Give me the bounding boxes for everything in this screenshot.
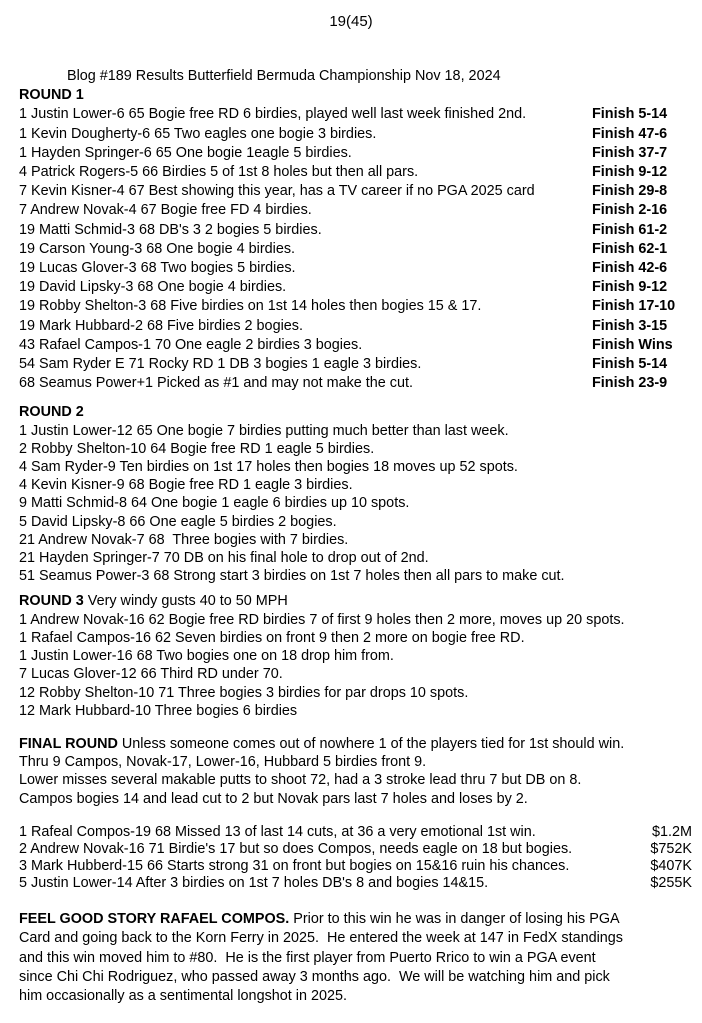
- finish-label: Finish Wins: [592, 336, 673, 353]
- section-round-3: [19, 592, 692, 719]
- paragraph-line: [19, 771, 692, 789]
- result-row: [19, 163, 692, 182]
- section-feel-good-story: [19, 910, 692, 1007]
- section-round-2: [19, 403, 692, 585]
- result-text: 21 Hayden Springer-7 70 DB on his final hole to drop out of 2nd.: [19, 550, 429, 567]
- result-text: 51 Seamus Power-3 68 Strong start 3 birdies on 1st 7 holes then all pars to make cut.: [19, 568, 565, 585]
- standings-text: 5 Justin Lower-14 After 3 birdies on 1st 7 holes DB's 8 and bogies 14&15.: [19, 874, 489, 891]
- result-row: [19, 440, 692, 458]
- result-row: [19, 629, 692, 647]
- final-round-lines: [19, 753, 692, 808]
- prize-money: $407K: [650, 857, 692, 874]
- result-row: [19, 201, 692, 220]
- result-row: [19, 221, 692, 240]
- result-text: 1 Kevin Dougherty-6 65 Two eagles one bogie 3 birdies.: [19, 125, 377, 142]
- result-row: [19, 422, 692, 440]
- prize-money: $752K: [650, 840, 692, 857]
- feel-good-heading: FEEL GOOD STORY RAFAEL COMPOS.: [19, 910, 290, 927]
- result-row: [19, 494, 692, 512]
- document-content: [19, 67, 692, 1007]
- page-number: 19(45): [329, 13, 373, 30]
- standings-row: [19, 841, 692, 858]
- round-2-rows: [19, 422, 692, 586]
- finish-label: Finish 9-12: [592, 164, 668, 181]
- result-text: 9 Matti Schmid-8 64 One bogie 1 eagle 6 birdies up 10 spots.: [19, 495, 410, 512]
- finish-label: Finish 9-12: [592, 279, 668, 296]
- finish-label: Finish 47-6: [592, 125, 668, 142]
- result-text: 4 Patrick Rogers-5 66 Birdies 5 of 1st 8 holes but then all pars.: [19, 164, 419, 181]
- paragraph-line: [19, 949, 692, 968]
- final-round-heading-line: [19, 735, 692, 753]
- paragraph-line: [19, 753, 692, 771]
- finish-label: Finish 17-10: [592, 298, 676, 315]
- result-row: [19, 278, 692, 297]
- paragraph-line: [19, 790, 692, 808]
- finish-label: Finish 42-6: [592, 260, 668, 277]
- paragraph-text: him occasionally as a sentimental longshot in 2025.: [19, 988, 347, 1005]
- paragraph-text: Campos bogies 14 and lead cut to 2 but Novak pars last 7 holes and loses by 2.: [19, 790, 528, 807]
- result-row: [19, 182, 692, 201]
- result-row: [19, 144, 692, 163]
- finish-label: Finish 37-7: [592, 144, 668, 161]
- result-row: [19, 549, 692, 567]
- final-standings-rows: [19, 824, 692, 892]
- section-final-round: [19, 735, 692, 808]
- result-text: 54 Sam Ryder E 71 Rocky RD 1 DB 3 bogies 1 eagle 3 birdies.: [19, 356, 422, 373]
- prize-money: $1.2M: [652, 823, 692, 840]
- round-3-heading: ROUND 3: [19, 593, 84, 610]
- result-row: [19, 513, 692, 531]
- result-text: 19 Matti Schmid-3 68 DB's 3 2 bogies 5 birdies.: [19, 221, 322, 238]
- result-text: 21 Andrew Novak-7 68 Three bogies with 7 birdies.: [19, 531, 349, 548]
- finish-label: Finish 29-8: [592, 183, 668, 200]
- result-text: 12 Mark Hubbard-10 Three bogies 6 birdies: [19, 702, 298, 719]
- result-row: [19, 336, 692, 355]
- result-text: 1 Andrew Novak-16 62 Bogie free RD birdies 7 of first 9 holes then 2 more, moves up 20 spots.: [19, 611, 625, 628]
- result-text: 19 Carson Young-3 68 One bogie 4 birdies.: [19, 240, 296, 257]
- result-row: [19, 684, 692, 702]
- doc-title: Blog #189 Results Butterfield Bermuda Championship Nov 18, 2024: [67, 68, 501, 84]
- result-row: [19, 476, 692, 494]
- standings-text: 3 Mark Hubberd-15 66 Starts strong 31 on front but bogies on 15&16 ruin his chances.: [19, 857, 570, 874]
- round-3-rows: [19, 611, 692, 720]
- paragraph-text: since Chi Chi Rodriguez, who passed away 3 months ago. We will be watching him and pick: [19, 968, 610, 985]
- result-text: 1 Justin Lower-16 68 Two bogies one on 18 drop him from.: [19, 648, 394, 665]
- result-row: [19, 531, 692, 549]
- round-3-heading-note: Very windy gusts 40 to 50 MPH: [87, 593, 288, 610]
- result-row: [19, 611, 692, 629]
- result-row: [19, 665, 692, 683]
- result-text: 1 Justin Lower-12 65 One bogie 7 birdies putting much better than last week.: [19, 422, 509, 439]
- result-row: [19, 458, 692, 476]
- standings-text: 2 Andrew Novak-16 71 Birdie's 17 but so does Compos, needs eagle on 18 but bogies.: [19, 840, 573, 857]
- result-text: 5 David Lipsky-8 66 One eagle 5 birdies 2 bogies.: [19, 513, 337, 530]
- paragraph-line: [19, 929, 692, 948]
- result-row: [19, 125, 692, 144]
- final-round-heading-rest: Unless someone comes out of nowhere 1 of the players tied for 1st should win.: [121, 735, 625, 752]
- result-text: 19 Lucas Glover-3 68 Two bogies 5 birdies.: [19, 260, 296, 277]
- result-text: 1 Rafael Campos-16 62 Seven birdies on front 9 then 2 more on bogie free RD.: [19, 629, 525, 646]
- finish-label: Finish 5-14: [592, 356, 668, 373]
- final-round-heading: FINAL ROUND: [19, 735, 118, 752]
- paragraph-text: Thru 9 Campos, Novak-17, Lower-16, Hubbard 5 birdies front 9.: [19, 754, 427, 771]
- result-text: 43 Rafael Campos-1 70 One eagle 2 birdies 3 bogies.: [19, 336, 363, 353]
- result-text: 4 Kevin Kisner-9 68 Bogie free RD 1 eagle 3 birdies.: [19, 477, 353, 494]
- result-row: [19, 317, 692, 336]
- paragraph-text: Card and going back to the Korn Ferry in 2025. He entered the week at 147 in FedX standings: [19, 930, 623, 947]
- result-text: 1 Hayden Springer-6 65 One bogie 1eagle 5 birdies.: [19, 144, 352, 161]
- prize-money: $255K: [650, 874, 692, 891]
- paragraph-line: [19, 968, 692, 987]
- result-row: [19, 355, 692, 374]
- finish-label: Finish 3-15: [592, 317, 668, 334]
- result-row: [19, 259, 692, 278]
- result-text: 7 Andrew Novak-4 67 Bogie free FD 4 birdies.: [19, 202, 312, 219]
- result-row: [19, 702, 692, 720]
- result-row: [19, 374, 692, 393]
- standings-row: [19, 824, 692, 841]
- finish-label: Finish 5-14: [592, 106, 668, 123]
- section-final-standings: [19, 824, 692, 892]
- section-round-1: [19, 86, 692, 393]
- standings-row: [19, 875, 692, 892]
- standings-text: 1 Rafeal Compos-19 68 Missed 13 of last 14 cuts, at 36 a very emotional 1st win.: [19, 823, 536, 840]
- result-text: 4 Sam Ryder-9 Ten birdies on 1st 17 holes then bogies 18 moves up 52 spots.: [19, 459, 518, 476]
- result-text: 19 Mark Hubbard-2 68 Five birdies 2 bogies.: [19, 317, 303, 334]
- result-row: [19, 297, 692, 316]
- finish-label: Finish 2-16: [592, 202, 668, 219]
- result-row: [19, 647, 692, 665]
- feel-good-lines: [19, 929, 692, 1007]
- result-text: 2 Robby Shelton-10 64 Bogie free RD 1 eagle 5 birdies.: [19, 440, 375, 457]
- result-text: 12 Robby Shelton-10 71 Three bogies 3 birdies for par drops 10 spots.: [19, 684, 469, 701]
- result-text: 7 Kevin Kisner-4 67 Best showing this year, has a TV career if no PGA 2025 card: [19, 183, 535, 200]
- result-text: 7 Lucas Glover-12 66 Third RD under 70.: [19, 666, 283, 683]
- paragraph-text: and this win moved him to #80. He is the first player from Puerto Rrico to win a PGA event: [19, 949, 596, 966]
- result-text: 19 Robby Shelton-3 68 Five birdies on 1st 14 holes then bogies 15 & 17.: [19, 298, 482, 315]
- paragraph-line: [19, 987, 692, 1006]
- feel-good-heading-rest: Prior to this win he was in danger of losing his PGA: [293, 910, 620, 927]
- standings-row: [19, 858, 692, 875]
- result-row: [19, 567, 692, 585]
- result-text: 1 Justin Lower-6 65 Bogie free RD 6 birdies, played well last week finished 2nd.: [19, 106, 527, 123]
- result-text: 19 David Lipsky-3 68 One bogie 4 birdies.: [19, 279, 287, 296]
- finish-label: Finish 23-9: [592, 375, 668, 392]
- round-3-heading-line: [19, 592, 692, 610]
- result-row: [19, 240, 692, 259]
- paragraph-text: Lower misses several makable putts to shoot 72, had a 3 stroke lead thru 7 but DB on 8.: [19, 772, 582, 789]
- finish-label: Finish 61-2: [592, 221, 668, 238]
- result-row: [19, 105, 692, 124]
- finish-label: Finish 62-1: [592, 240, 668, 257]
- round-2-heading: ROUND 2: [19, 404, 84, 421]
- feel-good-heading-line: [19, 910, 692, 929]
- result-text: 68 Seamus Power+1 Picked as #1 and may not make the cut.: [19, 375, 413, 392]
- round-1-rows: [19, 105, 692, 393]
- round-1-heading: ROUND 1: [19, 87, 84, 104]
